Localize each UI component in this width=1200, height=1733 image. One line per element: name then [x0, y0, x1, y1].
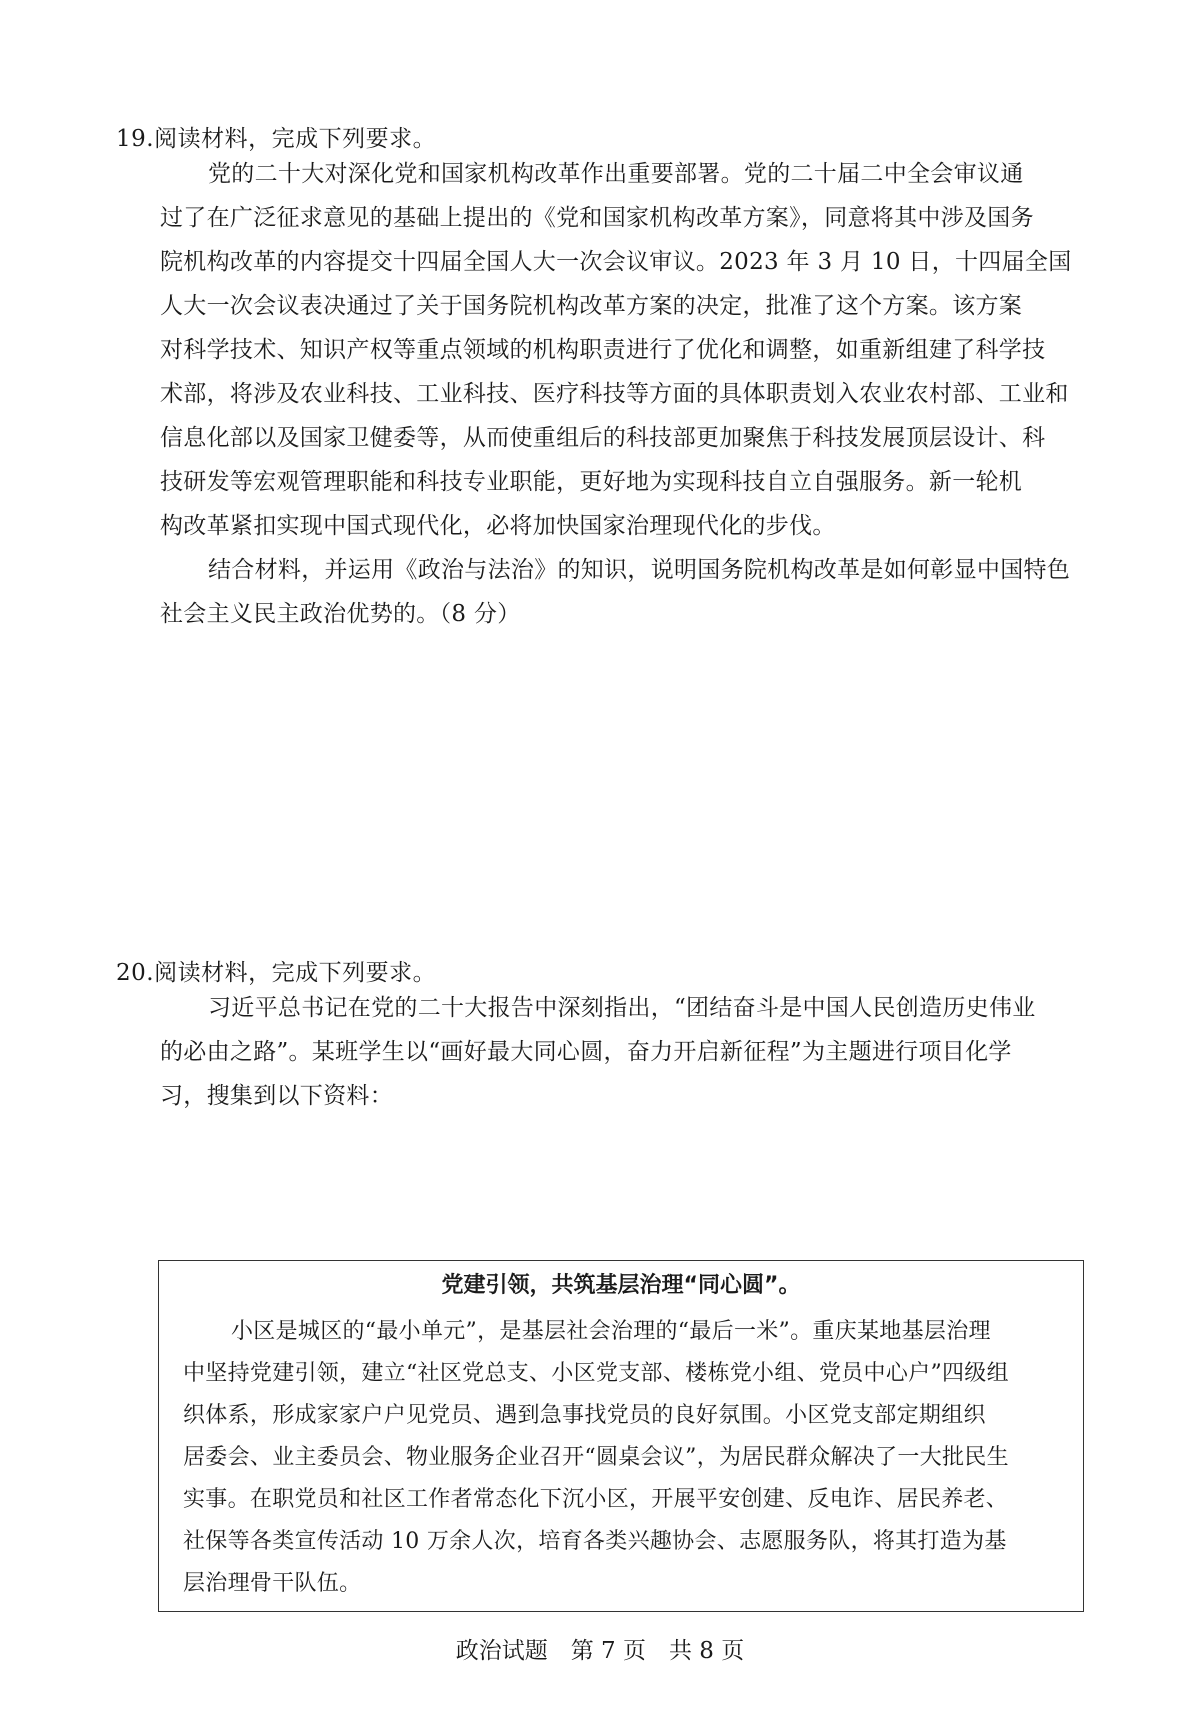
- material-line: 院机构改革的内容提交十四届全国人大一次会议审议。2023 年 3 月 10 日，十四届全国: [160, 249, 1072, 275]
- material-line: 术部，将涉及农业科技、工业科技、医疗科技等方面的具体职责划入农业农村部、工业和: [160, 381, 1069, 407]
- question-20-material: [160, 986, 1080, 1118]
- box-line: 居委会、业主委员会、物业服务企业召开“圆桌会议”，为居民群众解决了一大批民生: [183, 1445, 1009, 1470]
- box-line: 层治理骨干队伍。: [183, 1571, 362, 1596]
- material-line: 习，搜集到以下资料：: [160, 1083, 393, 1109]
- question-19-prompt: [160, 548, 1080, 636]
- box-line: 社保等各类宣传活动 10 万余人次，培育各类兴趣协会、志愿服务队，将其打造为基: [183, 1529, 1007, 1554]
- material-line: 习近平总书记在党的二十大报告中深刻指出，“团结奋斗是中国人民创造历史伟业: [208, 995, 1036, 1021]
- material-line: 构改革紧扣实现中国式现代化，必将加快国家治理现代化的步伐。: [160, 513, 836, 539]
- material-box-title: 党建引领，共筑基层治理“同心圆”。: [441, 1273, 801, 1298]
- material-line: 党的二十大对深化党和国家机构改革作出重要部署。党的二十届二中全会审议通: [208, 161, 1024, 187]
- question-20-heading: 20.阅读材料，完成下列要求。: [116, 960, 437, 986]
- prompt-line: 社会主义民主政治优势的。（8 分）: [160, 601, 521, 627]
- material-line: 对科学技术、知识产权等重点领域的机构职责进行了优化和调整，如重新组建了科学技: [160, 337, 1046, 363]
- material-line: 的必由之路”。某班学生以“画好最大同心圆，奋力开启新征程”为主题进行项目化学: [160, 1039, 1012, 1065]
- material-line: 人大一次会议表决通过了关于国务院机构改革方案的决定，批准了这个方案。该方案: [160, 293, 1023, 319]
- question-19-heading: 19.阅读材料，完成下列要求。: [116, 126, 437, 152]
- box-line: 实事。在职党员和社区工作者常态化下沉小区，开展平安创建、反电诈、居民养老、: [183, 1487, 1009, 1512]
- prompt-line: 结合材料，并运用《政治与法治》的知识，说明国务院机构改革是如何彰显中国特色: [208, 557, 1071, 583]
- box-line: 小区是城区的“最小单元”，是基层社会治理的“最后一米”。重庆某地基层治理: [231, 1319, 991, 1344]
- material-box-body: [183, 1311, 1063, 1605]
- material-line: 信息化部以及国家卫健委等，从而使重组后的科技部更加聚焦于科技发展顶层设计、科: [160, 425, 1046, 451]
- box-line: 织体系，形成家家户户见党员、遇到急事找党员的良好氛围。小区党支部定期组织: [183, 1403, 986, 1428]
- page-footer: 政治试题 第 7 页 共 8 页: [455, 1638, 745, 1664]
- box-line: 中坚持党建引领，建立“社区党总支、小区党支部、楼栋党小组、党员中心户”四级组: [183, 1361, 1009, 1386]
- material-line: 技研发等宏观管理职能和科技专业职能，更好地为实现科技自立自强服务。新一轮机: [160, 469, 1023, 495]
- question-19-material: [160, 152, 1080, 548]
- material-box: [158, 1260, 1084, 1612]
- material-line: 过了在广泛征求意见的基础上提出的《党和国家机构改革方案》，同意将其中涉及国务: [160, 205, 1034, 231]
